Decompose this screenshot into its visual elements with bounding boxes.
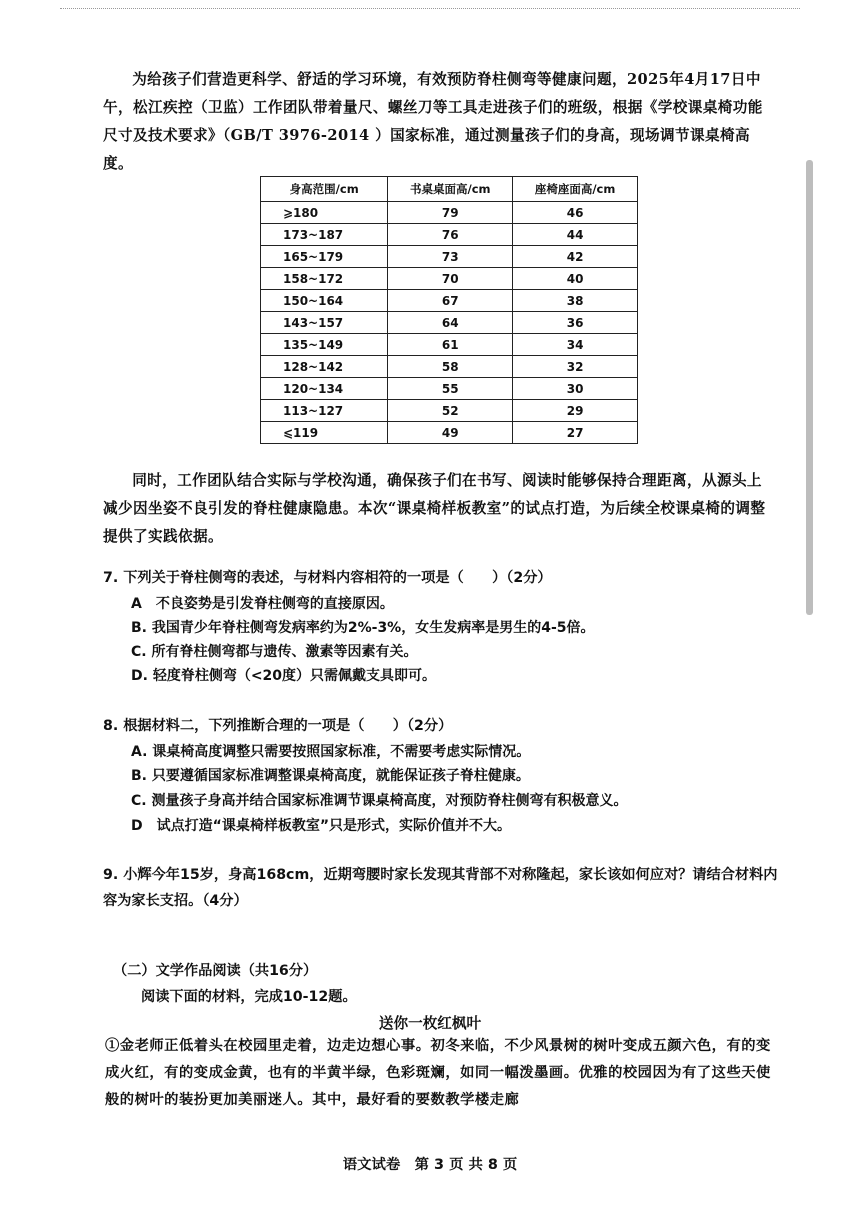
story-paragraph-1: ①金老师正低着头在校园里走着，边走边想心事。初冬来临，不少风景树的树叶变成五颜六色，有的变成火红，有的变成金黄，也有的半黄半绿，色彩斑斓，如同一幅泼墨画。优雅的校园因为有了这些天使般的树叶的装扮更加美丽迷人。其中，最好看的要数教学楼走廊 bbox=[105, 1038, 771, 1108]
cell-height-range: 113~127 bbox=[261, 400, 388, 422]
page-footer: 语文试卷 第 3 页 共 8 页 bbox=[342, 1157, 518, 1173]
cell-desk-height: 55 bbox=[388, 378, 513, 400]
header-chair-height: 座椅座面高/cm bbox=[513, 177, 638, 202]
question-7-stem: 7. 下列关于脊柱侧弯的表述，与材料内容相符的一项是（ ）（2分） bbox=[103, 570, 552, 586]
cell-chair-height: 40 bbox=[513, 268, 638, 290]
table-row bbox=[261, 268, 638, 290]
cell-chair-height: 36 bbox=[513, 312, 638, 334]
cell-desk-height: 61 bbox=[388, 334, 513, 356]
table-row bbox=[261, 356, 638, 378]
section-instruction: 阅读下面的材料，完成10-12题。 bbox=[141, 989, 357, 1005]
cell-height-range: 143~157 bbox=[261, 312, 388, 334]
desk-chair-size-table bbox=[260, 176, 638, 444]
table-row bbox=[261, 246, 638, 268]
cell-height-range: ⩽119 bbox=[261, 422, 388, 444]
cell-height-range: 158~172 bbox=[261, 268, 388, 290]
followup-paragraph: 同时，工作团队结合实际与学校沟通，确保孩子们在书写、阅读时能够保持合理距离，从源头上减少因坐姿不良引发的脊柱健康隐患。本次“课桌椅样板教室”的试点打造，为后续全校课桌椅的调整提供了实践依据。 bbox=[103, 472, 766, 545]
table-row bbox=[261, 422, 638, 444]
question-7-option-a: A 不良姿势是引发脊柱侧弯的直接原因。 bbox=[131, 596, 394, 612]
question-8-stem: 8. 根据材料二，下列推断合理的一项是（ ）（2分） bbox=[103, 718, 453, 734]
question-7-option-d: D. 轻度脊柱侧弯（<20度）只需佩戴支具即可。 bbox=[131, 668, 437, 684]
cell-desk-height: 58 bbox=[388, 356, 513, 378]
question-7-option-b: B. 我国青少年脊柱侧弯发病率约为2%-3%，女生发病率是男生的4-5倍。 bbox=[131, 620, 595, 636]
table-row bbox=[261, 334, 638, 356]
question-8-option-a: A. 课桌椅高度调整只需要按照国家标准，不需要考虑实际情况。 bbox=[131, 744, 531, 760]
cell-chair-height: 29 bbox=[513, 400, 638, 422]
cell-height-range: ⩾180 bbox=[261, 202, 388, 224]
section-title: （二）文学作品阅读（共16分） bbox=[113, 963, 318, 979]
cell-chair-height: 34 bbox=[513, 334, 638, 356]
cell-desk-height: 79 bbox=[388, 202, 513, 224]
story-title: 送你一枚红枫叶 bbox=[378, 1015, 482, 1032]
cell-chair-height: 38 bbox=[513, 290, 638, 312]
question-8-option-c: C. 测量孩子身高并结合国家标准调节课桌椅高度，对预防脊柱侧弯有积极意义。 bbox=[131, 793, 628, 809]
question-9-stem: 9. 小辉今年15岁，身高168cm，近期弯腰时家长发现其背部不对称隆起，家长该如何应对？请结合材料内容为家长支招。（4分） bbox=[103, 867, 778, 909]
cell-height-range: 150~164 bbox=[261, 290, 388, 312]
table-row bbox=[261, 224, 638, 246]
table-header-row bbox=[261, 177, 638, 202]
cell-desk-height: 73 bbox=[388, 246, 513, 268]
table-row bbox=[261, 290, 638, 312]
table-row bbox=[261, 400, 638, 422]
cell-desk-height: 76 bbox=[388, 224, 513, 246]
cell-desk-height: 49 bbox=[388, 422, 513, 444]
cell-chair-height: 42 bbox=[513, 246, 638, 268]
scrollbar[interactable] bbox=[806, 160, 813, 615]
cell-desk-height: 67 bbox=[388, 290, 513, 312]
cell-chair-height: 27 bbox=[513, 422, 638, 444]
header-desk-height: 书桌桌面高/cm bbox=[388, 177, 513, 202]
top-divider bbox=[60, 8, 800, 9]
question-8-option-b: B. 只要遵循国家标准调整课桌椅高度，就能保证孩子脊柱健康。 bbox=[131, 768, 530, 784]
cell-chair-height: 44 bbox=[513, 224, 638, 246]
cell-chair-height: 46 bbox=[513, 202, 638, 224]
intro-paragraph: 为给孩子们营造更科学、舒适的学习环境，有效预防脊柱侧弯等健康问题，2025年4月17日中午，松江疾控（卫监）工作团队带着量尺、螺丝刀等工具走进孩子们的班级，根据《学校课桌椅功能尺寸及技术要求》（GB/T 3976-2014 ）国家标准，通过测量孩子们的身高，现场调节课桌椅高度。 bbox=[103, 71, 763, 172]
question-8-option-d: D 试点打造“课桌椅样板教室”只是形式，实际价值并不大。 bbox=[131, 818, 512, 834]
cell-desk-height: 64 bbox=[388, 312, 513, 334]
cell-height-range: 120~134 bbox=[261, 378, 388, 400]
cell-height-range: 135~149 bbox=[261, 334, 388, 356]
header-height-range: 身高范围/cm bbox=[261, 177, 388, 202]
cell-chair-height: 30 bbox=[513, 378, 638, 400]
cell-chair-height: 32 bbox=[513, 356, 638, 378]
cell-desk-height: 52 bbox=[388, 400, 513, 422]
table-row bbox=[261, 378, 638, 400]
cell-desk-height: 70 bbox=[388, 268, 513, 290]
cell-height-range: 165~179 bbox=[261, 246, 388, 268]
question-7-option-c: C. 所有脊柱侧弯都与遗传、激素等因素有关。 bbox=[131, 644, 418, 660]
table-row bbox=[261, 202, 638, 224]
cell-height-range: 128~142 bbox=[261, 356, 388, 378]
table-row bbox=[261, 312, 638, 334]
cell-height-range: 173~187 bbox=[261, 224, 388, 246]
